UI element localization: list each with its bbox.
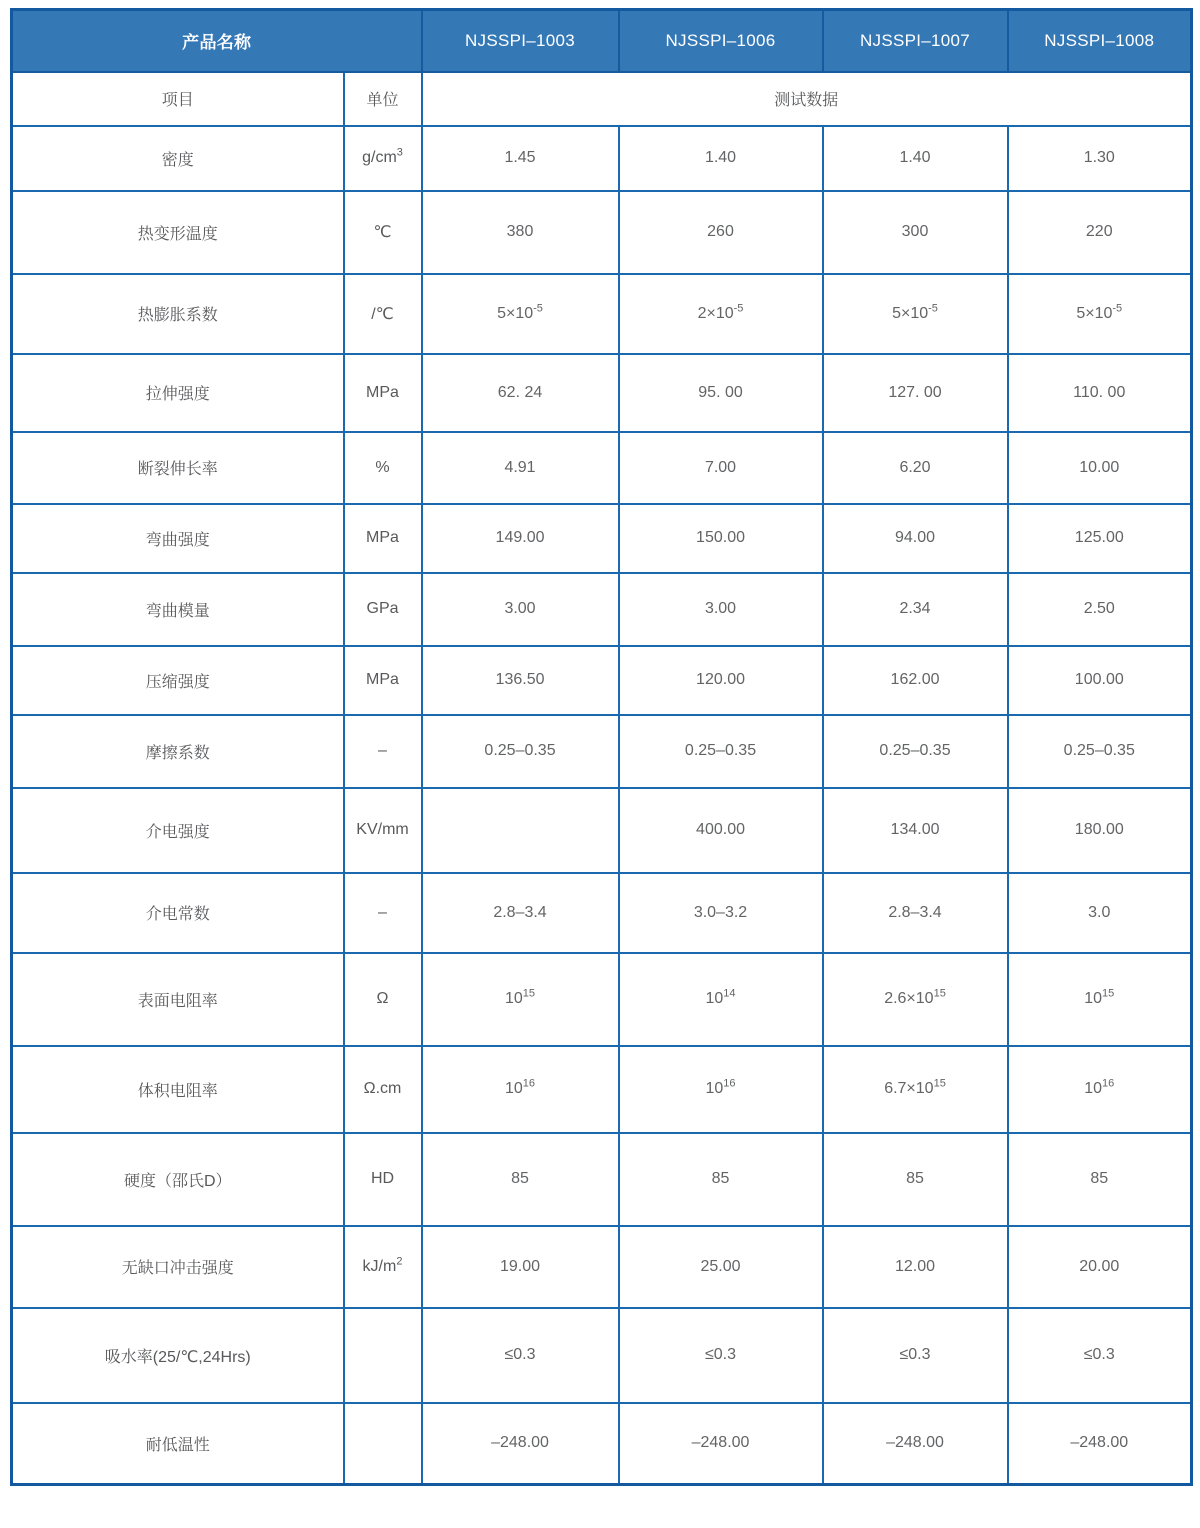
row-unit-cell: KV/mm bbox=[344, 788, 422, 873]
table-row bbox=[12, 1133, 1192, 1226]
table-cell bbox=[422, 788, 619, 873]
col-header-njsspi-1007: NJSSPI–1007 bbox=[823, 10, 1008, 72]
row-unit-cell: $kJ/m^2$ bbox=[344, 1226, 422, 1308]
table-row bbox=[12, 953, 1192, 1046]
row-label-cell: 拉伸强度 bbox=[12, 354, 344, 432]
table-cell: $10^{15}$ bbox=[1008, 953, 1192, 1046]
row-label-cell: 介电常数 bbox=[12, 873, 344, 953]
table-cell: 6.20 bbox=[823, 432, 1008, 504]
subheader-row bbox=[12, 72, 1192, 126]
row-unit-cell: HD bbox=[344, 1133, 422, 1226]
table-row bbox=[12, 646, 1192, 715]
table-cell: 110. 00 bbox=[1008, 354, 1192, 432]
table-cell: 85 bbox=[1008, 1133, 1192, 1226]
row-unit-cell: MPa bbox=[344, 646, 422, 715]
col-header-njsspi-1008: NJSSPI–1008 bbox=[1008, 10, 1192, 72]
table-cell: –248.00 bbox=[619, 1403, 823, 1485]
table-cell: 0.25–0.35 bbox=[823, 715, 1008, 788]
table-cell: 2.50 bbox=[1008, 573, 1192, 646]
product-name-header: 产品名称 bbox=[12, 10, 422, 72]
table-cell: 380 bbox=[422, 191, 619, 274]
table-row bbox=[12, 1046, 1192, 1133]
table-row bbox=[12, 274, 1192, 354]
table-row bbox=[12, 126, 1192, 191]
table-cell: ≤0.3 bbox=[619, 1308, 823, 1403]
table-cell: $10^{16}$ bbox=[1008, 1046, 1192, 1133]
row-unit-cell: – bbox=[344, 715, 422, 788]
row-label-cell: 无缺口冲击强度 bbox=[12, 1226, 344, 1308]
table-cell: –248.00 bbox=[823, 1403, 1008, 1485]
table-cell: ≤0.3 bbox=[422, 1308, 619, 1403]
table-cell: 2.8–3.4 bbox=[422, 873, 619, 953]
row-label-cell: 摩擦系数 bbox=[12, 715, 344, 788]
table-cell: 10.00 bbox=[1008, 432, 1192, 504]
table-cell: 260 bbox=[619, 191, 823, 274]
table-row bbox=[12, 1226, 1192, 1308]
table-cell: 149.00 bbox=[422, 504, 619, 573]
table-cell: 7.00 bbox=[619, 432, 823, 504]
row-unit-cell: – bbox=[344, 873, 422, 953]
table-cell: $2\times 10^{-5}$ bbox=[619, 274, 823, 354]
table-cell: 3.0 bbox=[1008, 873, 1192, 953]
row-unit-cell bbox=[344, 1308, 422, 1403]
row-unit-cell: /℃ bbox=[344, 274, 422, 354]
table-cell: 3.00 bbox=[619, 573, 823, 646]
table-cell: 150.00 bbox=[619, 504, 823, 573]
table-row bbox=[12, 788, 1192, 873]
table-cell: 120.00 bbox=[619, 646, 823, 715]
row-label-cell: 耐低温性 bbox=[12, 1403, 344, 1485]
table-cell: $10^{16}$ bbox=[619, 1046, 823, 1133]
row-label-cell: 热膨胀系数 bbox=[12, 274, 344, 354]
table-cell: 20.00 bbox=[1008, 1226, 1192, 1308]
col-header-njsspi-1006: NJSSPI–1006 bbox=[619, 10, 823, 72]
col-header-njsspi-1003: NJSSPI–1003 bbox=[422, 10, 619, 72]
table-cell: 2.8–3.4 bbox=[823, 873, 1008, 953]
table-cell: –248.00 bbox=[1008, 1403, 1192, 1485]
table-cell: 1.30 bbox=[1008, 126, 1192, 191]
table-cell: 3.00 bbox=[422, 573, 619, 646]
row-label-cell: 热变形温度 bbox=[12, 191, 344, 274]
table-cell: 127. 00 bbox=[823, 354, 1008, 432]
row-label-cell: 介电强度 bbox=[12, 788, 344, 873]
row-label-cell: 体积电阻率 bbox=[12, 1046, 344, 1133]
row-unit-cell: $g/cm^3$ bbox=[344, 126, 422, 191]
table-cell: $10^{14}$ bbox=[619, 953, 823, 1046]
row-unit-cell: ℃ bbox=[344, 191, 422, 274]
spec-table-body bbox=[12, 126, 1192, 1485]
table-cell: 134.00 bbox=[823, 788, 1008, 873]
table-cell: 85 bbox=[422, 1133, 619, 1226]
row-unit-cell bbox=[344, 1403, 422, 1485]
table-row bbox=[12, 432, 1192, 504]
row-label-cell: 断裂伸长率 bbox=[12, 432, 344, 504]
product-spec-table bbox=[10, 8, 1193, 1486]
row-label-cell: 弯曲模量 bbox=[12, 573, 344, 646]
row-label-cell: 弯曲强度 bbox=[12, 504, 344, 573]
row-unit-cell: Ω bbox=[344, 953, 422, 1046]
table-cell: $6.7\times 10^{15}$ bbox=[823, 1046, 1008, 1133]
table-cell: 0.25–0.35 bbox=[619, 715, 823, 788]
row-label-cell: 密度 bbox=[12, 126, 344, 191]
table-cell: 19.00 bbox=[422, 1226, 619, 1308]
table-row bbox=[12, 715, 1192, 788]
table-cell: 62. 24 bbox=[422, 354, 619, 432]
table-cell: 3.0–3.2 bbox=[619, 873, 823, 953]
table-row bbox=[12, 873, 1192, 953]
table-row bbox=[12, 354, 1192, 432]
item-label-cell: 项目 bbox=[12, 72, 344, 126]
table-cell: 85 bbox=[619, 1133, 823, 1226]
table-cell: ≤0.3 bbox=[823, 1308, 1008, 1403]
table-cell: 95. 00 bbox=[619, 354, 823, 432]
table-cell: 1.40 bbox=[823, 126, 1008, 191]
table-row bbox=[12, 191, 1192, 274]
row-label-cell: 硬度（邵氏D） bbox=[12, 1133, 344, 1226]
table-cell: 220 bbox=[1008, 191, 1192, 274]
row-label-cell: 吸水率(25/℃,24Hrs) bbox=[12, 1308, 344, 1403]
table-row bbox=[12, 573, 1192, 646]
table-cell: 1.40 bbox=[619, 126, 823, 191]
table-cell: $10^{15}$ bbox=[422, 953, 619, 1046]
table-cell: $2.6\times 10^{15}$ bbox=[823, 953, 1008, 1046]
table-cell: 125.00 bbox=[1008, 504, 1192, 573]
table-cell: $10^{16}$ bbox=[422, 1046, 619, 1133]
product-header-row bbox=[12, 10, 1192, 72]
table-cell: 85 bbox=[823, 1133, 1008, 1226]
table-cell: 25.00 bbox=[619, 1226, 823, 1308]
table-cell: 4.91 bbox=[422, 432, 619, 504]
table-cell: 400.00 bbox=[619, 788, 823, 873]
table-cell: 12.00 bbox=[823, 1226, 1008, 1308]
table-cell: 0.25–0.35 bbox=[1008, 715, 1192, 788]
table-cell: $5\times 10^{-5}$ bbox=[422, 274, 619, 354]
row-unit-cell: % bbox=[344, 432, 422, 504]
table-cell: 1.45 bbox=[422, 126, 619, 191]
table-cell: –248.00 bbox=[422, 1403, 619, 1485]
table-cell: $5\times 10^{-5}$ bbox=[1008, 274, 1192, 354]
row-unit-cell: Ω.cm bbox=[344, 1046, 422, 1133]
table-row bbox=[12, 504, 1192, 573]
table-cell: 100.00 bbox=[1008, 646, 1192, 715]
table-cell: 180.00 bbox=[1008, 788, 1192, 873]
table-cell: 300 bbox=[823, 191, 1008, 274]
row-unit-cell: MPa bbox=[344, 354, 422, 432]
test-data-label-cell: 测试数据 bbox=[422, 72, 1192, 126]
table-cell: $5\times 10^{-5}$ bbox=[823, 274, 1008, 354]
table-cell: 162.00 bbox=[823, 646, 1008, 715]
row-unit-cell: MPa bbox=[344, 504, 422, 573]
table-cell: 2.34 bbox=[823, 573, 1008, 646]
table-row bbox=[12, 1403, 1192, 1485]
table-cell: 0.25–0.35 bbox=[422, 715, 619, 788]
row-unit-cell: GPa bbox=[344, 573, 422, 646]
row-label-cell: 表面电阻率 bbox=[12, 953, 344, 1046]
table-cell: 94.00 bbox=[823, 504, 1008, 573]
table-cell: ≤0.3 bbox=[1008, 1308, 1192, 1403]
unit-label-cell: 单位 bbox=[344, 72, 422, 126]
table-cell: 136.50 bbox=[422, 646, 619, 715]
table-row bbox=[12, 1308, 1192, 1403]
row-label-cell: 压缩强度 bbox=[12, 646, 344, 715]
